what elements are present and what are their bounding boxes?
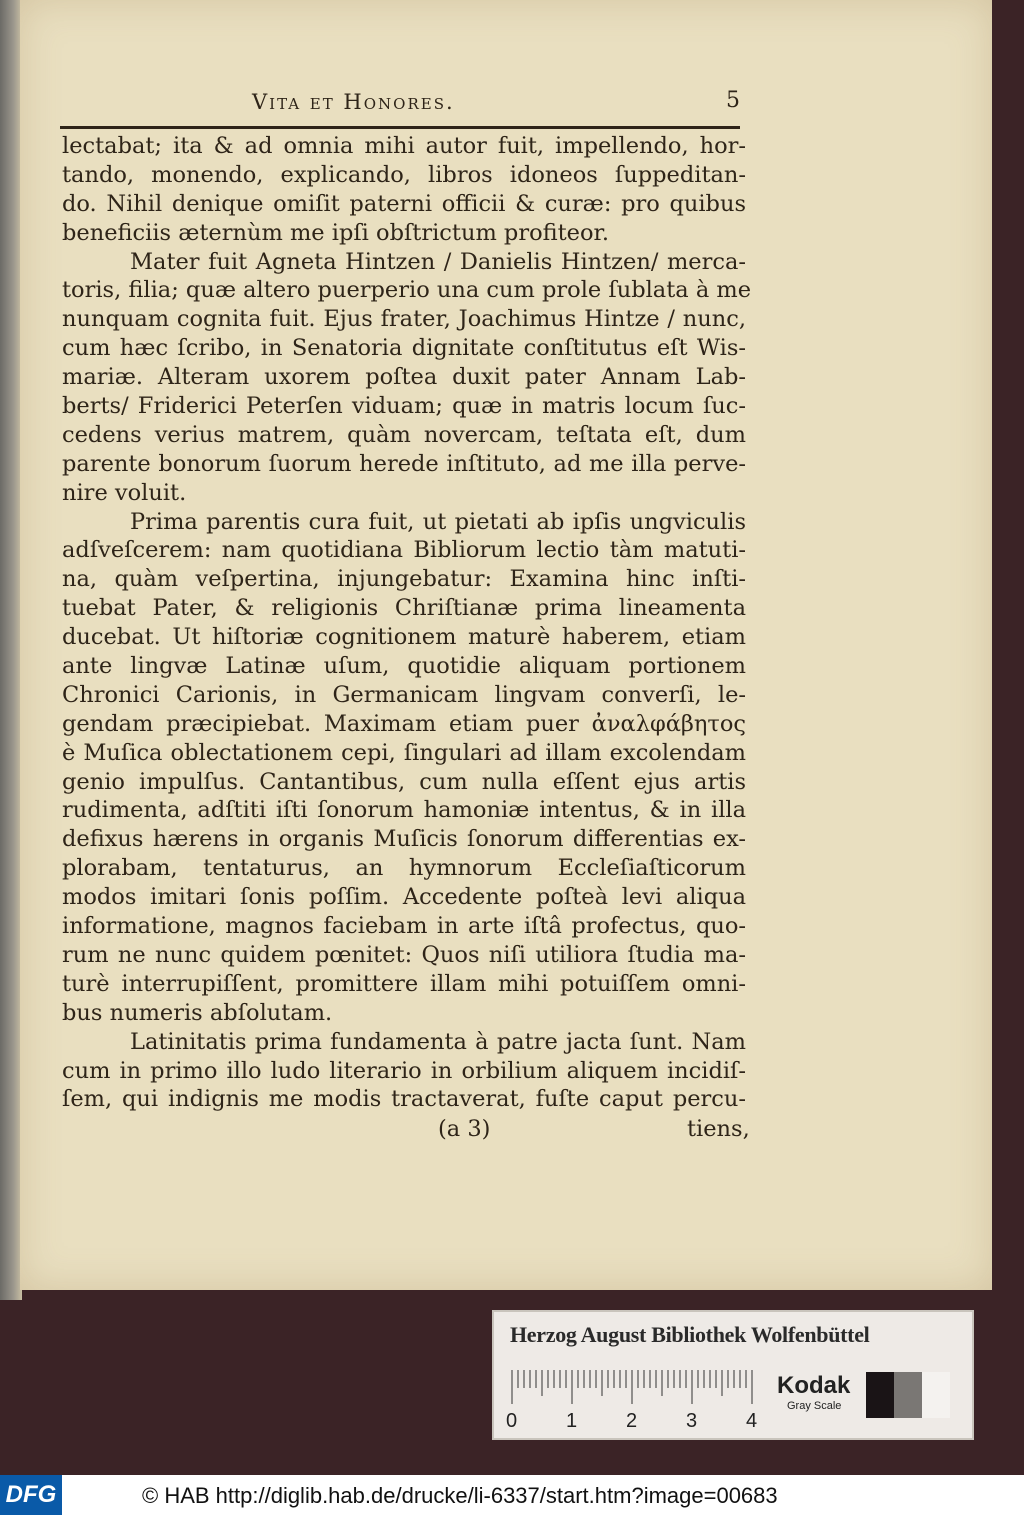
text-line: gendam præcipiebat. Maximam etiam puer ἀναλφάβητος xyxy=(62,710,746,737)
text-line: cedens verius matrem, quàm novercam, teſtata eſt, dum xyxy=(62,421,746,448)
text-line: nunquam cognita fuit. Ejus frater, Joachimus Hintze / nunc, xyxy=(62,306,746,333)
scale-number: 0 xyxy=(506,1410,518,1432)
text-line: cum in primo illo ludo literario in orbilium aliquem incidiſ- xyxy=(62,1057,746,1084)
scale-ruler xyxy=(506,1370,758,1432)
text-line: ſem, qui indignis me modis tractaverat, fuſte caput percu- xyxy=(62,1086,746,1113)
text-line: na, quàm veſpertina, injungebatur: Examina hinc inſti- xyxy=(62,566,746,593)
ruler-ticks xyxy=(510,1370,756,1404)
catchword: tiens, xyxy=(687,1116,750,1142)
scale-number: 3 xyxy=(686,1410,698,1432)
gray-scale-label: Gray Scale xyxy=(787,1400,842,1412)
text-line: parente bonorum ſuorum herede inſtituto, ad me illa perve- xyxy=(62,450,746,477)
text-line: mariæ. Alteram uxorem poſtea duxit pater Annam Lab- xyxy=(62,364,746,391)
text-line: toris, filia; quæ altero puerperio una cum prole ſublata à me xyxy=(62,277,752,304)
footer-bar xyxy=(0,1475,1024,1515)
dfg-logo[interactable]: DFG xyxy=(0,1475,62,1515)
text-line: genio impulſus. Cantantibus, cum nulla eſſent ejus artis xyxy=(62,768,746,795)
text-line: bus numeris abſolutam. xyxy=(62,999,333,1026)
text-line: beneficiis æternùm me ipſi obſtrictum profiteor. xyxy=(62,219,609,246)
color-target-label xyxy=(492,1310,974,1440)
text-line: plorabam, tentaturus, an hymnorum Eccleſiaſticorum xyxy=(62,855,746,882)
scale-number: 4 xyxy=(746,1410,758,1432)
text-line: informatione, magnos faciebam in arte iſtâ profectus, quo- xyxy=(62,913,746,940)
text-line: ducebat. Ut hiſtoriæ cognitionem maturè haberem, etiam xyxy=(62,624,746,651)
text-line: è Muſica oblectationem cepi, ſingulari ad illam excolendam xyxy=(62,739,746,766)
text-line: Prima parentis cura fuit, ut pietati ab ipſis ungviculis xyxy=(130,508,746,535)
scale-number: 1 xyxy=(566,1410,578,1432)
text-line: Chronici Carionis, in Germanicam lingvam converſi, le- xyxy=(62,681,746,708)
text-line: Latinitatis prima fundamenta à patre jacta ſunt. Nam xyxy=(130,1028,746,1055)
gray-swatch-mid xyxy=(894,1372,922,1418)
text-line: tando, monendo, explicando, libros idoneos ſuppeditan- xyxy=(62,161,746,188)
text-line: turè interrupiſſent, promittere illam mihi potuiſſem omni- xyxy=(62,970,746,997)
header-rule xyxy=(60,126,740,129)
scale-number: 2 xyxy=(626,1410,638,1432)
text-line: nire voluit. xyxy=(62,479,187,506)
text-line: adſveſcerem: nam quotidiana Bibliorum lectio tàm matuti- xyxy=(62,537,746,564)
text-line: do. Nihil denique omiſit paterni officii & curæ: pro quibus xyxy=(62,190,746,217)
copyright-link[interactable]: © HAB http://diglib.hab.de/drucke/li-6337/start.htm?image=00683 xyxy=(142,1483,778,1508)
library-name: Herzog August Bibliothek Wolfenbüttel xyxy=(510,1322,870,1347)
gray-swatch-black xyxy=(866,1372,894,1418)
body-text xyxy=(62,132,752,1114)
gray-swatch-white xyxy=(922,1372,950,1418)
text-line: ante lingvæ Latinæ uſum, quotidie aliquam portionem xyxy=(62,653,746,680)
text-line: defixus hærens in organis Muſicis ſonorum differentias ex- xyxy=(62,826,746,853)
signature-mark: (a 3) xyxy=(438,1116,491,1142)
text-line: rudimenta, adſtiti iſti ſonorum hamoniæ intentus, & in illa xyxy=(62,797,746,824)
text-line: berts/ Friderici Peterſen viduam; quæ in matris locum ſuc- xyxy=(62,393,746,420)
text-line: Mater fuit Agneta Hintzen / Danielis Hintzen/ merca- xyxy=(130,248,746,275)
book-edge xyxy=(0,0,22,1300)
text-line: modos imitari ſonis poſſim. Accedente poſteà levi aliqua xyxy=(62,884,746,911)
text-line: cum hæc ſcribo, in Senatoria dignitate conſtitutus eſt Wis- xyxy=(62,335,746,362)
page-header xyxy=(62,88,740,122)
text-line: rum ne nunc quidem pœnitet: Quos niſi utiliora ſtudia ma- xyxy=(62,941,746,968)
page-number: 5 xyxy=(726,88,740,113)
text-line: lectabat; ita & ad omnia mihi autor fuit, impellendo, hor- xyxy=(62,133,746,159)
running-head: Vita et Honores. xyxy=(252,90,455,114)
kodak-logo: Kodak xyxy=(777,1372,851,1399)
text-line: tuebat Pater, & religionis Chriſtianæ prima lineamenta xyxy=(62,595,746,622)
